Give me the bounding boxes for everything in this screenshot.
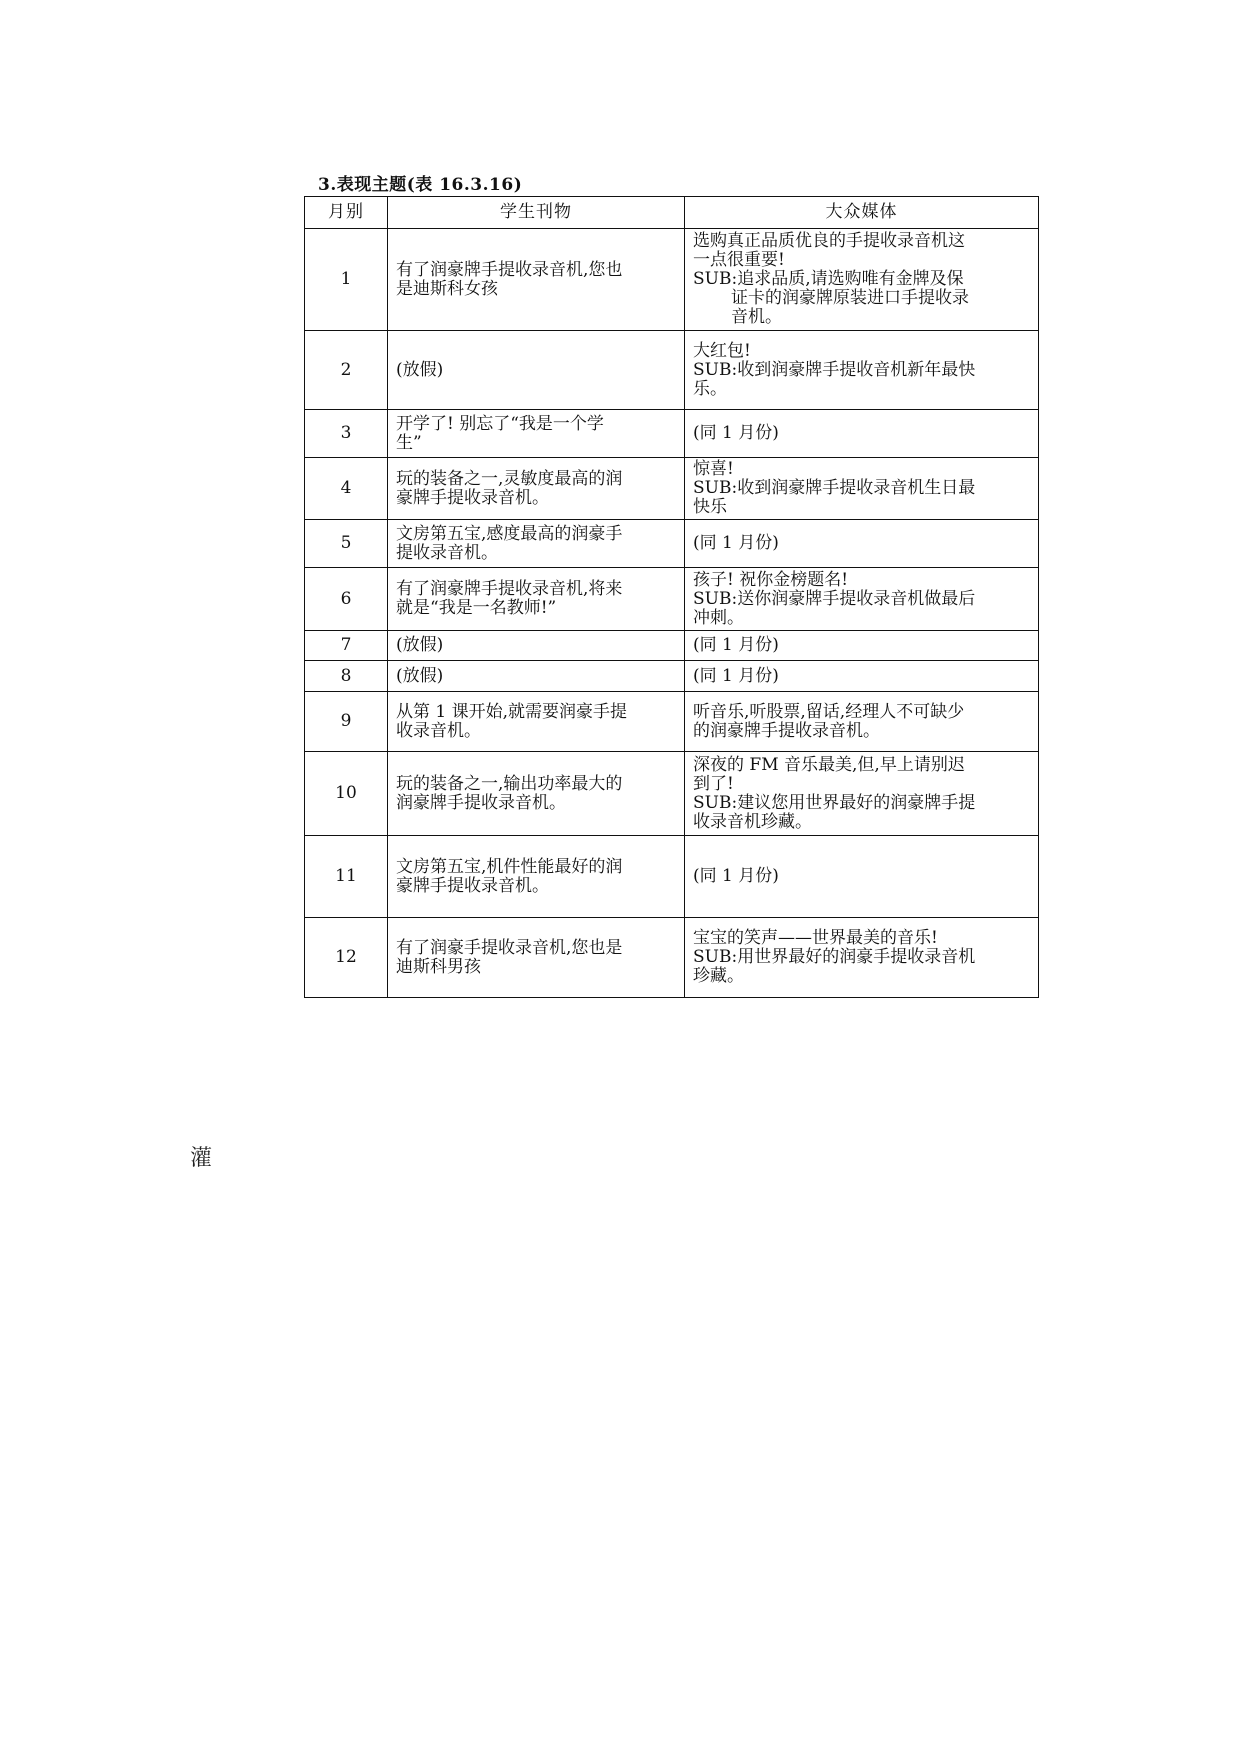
student-line: 润豪牌手提收录音机。 [396,792,566,813]
month-cell: 6 [305,568,388,631]
media-line: 音机。 [731,307,782,327]
theme-table-container [304,196,1038,998]
media-line: 深夜的 FM 音乐最美,但,早上请别迟 [693,754,965,775]
student-line: 文房第五宝,感度最高的润豪手 [396,523,623,544]
media-line: (同 1 月份) [693,635,779,655]
student-cell [388,661,685,692]
student-line: 生” [396,432,422,453]
student-line: 收录音机。 [396,720,481,741]
table-caption: 3.表现主题(表 16.3.16) [318,175,523,195]
student-line: 迪斯科男孩 [396,956,481,977]
student-cell [388,229,685,331]
student-line: 有了润豪牌手提收录音机,将来 [396,579,623,599]
media-line: 选购真正品质优良的手提收录音机这 [693,231,965,251]
student-line: 有了润豪手提收录音机,您也是 [396,937,623,958]
media-line: 听音乐,听股票,留话,经理人不可缺少 [693,701,965,722]
media-line: 的润豪牌手提收录音机。 [693,720,880,741]
media-cell [685,568,1039,631]
student-line: (放假) [396,359,444,380]
student-cell [388,631,685,661]
student-line: 开学了! 别忘了“我是一个学 [396,413,604,434]
student-line: 提收录音机。 [396,542,498,563]
media-line: 惊喜! [693,459,734,479]
media-line: 乐。 [693,378,727,399]
theme-table [304,196,1039,998]
header-media: 大众媒体 [685,197,1039,229]
media-cell [685,631,1039,661]
month-cell: 2 [305,331,388,410]
table-row [305,661,1039,692]
student-line: 文房第五宝,机件性能最好的润 [396,856,623,877]
student-cell [388,752,685,836]
media-line: 珍藏。 [693,966,744,986]
media-line: (同 1 月份) [693,665,779,686]
student-line: 豪牌手提收录音机。 [396,875,549,896]
media-line: 大红包! [693,340,751,361]
media-cell [685,410,1039,458]
media-cell [685,752,1039,836]
table-row [305,631,1039,661]
student-line: 玩的装备之一,输出功率最大的 [396,773,623,794]
table-row [305,331,1039,410]
media-cell [685,331,1039,410]
month-cell: 12 [305,918,388,998]
table-row [305,458,1039,520]
table-row [305,410,1039,458]
table-row [305,692,1039,752]
month-cell: 5 [305,520,388,568]
month-cell: 11 [305,836,388,918]
student-line: 有了润豪牌手提收录音机,您也 [396,259,623,280]
month-cell: 1 [305,229,388,331]
student-cell [388,568,685,631]
student-cell [388,918,685,998]
media-line: SUB:送你润豪牌手提收录音机做最后 [693,588,976,609]
media-line: SUB:用世界最好的润豪手提收录音机 [693,947,976,967]
month-cell: 9 [305,692,388,752]
media-line: 到了! [693,773,734,794]
media-line: 收录音机珍藏。 [693,811,812,832]
media-line: 一点很重要! [693,250,785,270]
student-cell [388,692,685,752]
media-line: 冲刺。 [693,607,744,628]
media-line: 孩子! 祝你金榜题名! [693,569,849,590]
month-cell: 8 [305,661,388,692]
student-line: 豪牌手提收录音机。 [396,487,549,508]
media-cell [685,520,1039,568]
student-line: 玩的装备之一,灵敏度最高的润 [396,468,623,489]
media-line: 证卡的润豪牌原装进口手提收录 [731,288,969,308]
table-row [305,229,1039,331]
table-row [305,918,1039,998]
student-line: 是迪斯科女孩 [396,278,498,299]
month-cell: 3 [305,410,388,458]
media-line: (同 1 月份) [693,533,779,553]
table-row [305,836,1039,918]
month-cell: 7 [305,631,388,661]
month-cell: 4 [305,458,388,520]
margin-character: 灌 [190,1146,213,1171]
media-cell [685,918,1039,998]
header-month: 月别 [305,197,388,229]
student-line: (放假) [396,635,444,655]
student-line: (放假) [396,665,444,686]
table-row [305,520,1039,568]
media-line: (同 1 月份) [693,866,779,886]
media-cell [685,836,1039,918]
media-line: 宝宝的笑声——世界最美的音乐! [693,928,938,948]
month-cell: 10 [305,752,388,836]
student-cell [388,410,685,458]
media-cell [685,458,1039,520]
student-cell [388,331,685,410]
student-line: 就是“我是一名教师!” [396,598,557,618]
student-line: 从第 1 课开始,就需要润豪手提 [396,701,628,722]
media-line: 快乐 [693,497,727,517]
media-line: (同 1 月份) [693,423,779,443]
student-cell [388,458,685,520]
table-row [305,568,1039,631]
table-body [305,229,1039,998]
table-row [305,752,1039,836]
header-row [305,197,1039,229]
media-cell [685,692,1039,752]
media-line: SUB:收到润豪牌手提收录音机生日最 [693,478,976,498]
student-cell [388,836,685,918]
media-line: SUB:收到润豪牌手提收音机新年最快 [693,359,976,380]
media-cell [685,229,1039,331]
media-line: SUB:追求品质,请选购唯有金牌及保 [693,269,964,289]
media-line: SUB:建议您用世界最好的润豪牌手提 [693,792,976,813]
media-cell [685,661,1039,692]
student-cell [388,520,685,568]
header-student: 学生刊物 [388,197,685,229]
